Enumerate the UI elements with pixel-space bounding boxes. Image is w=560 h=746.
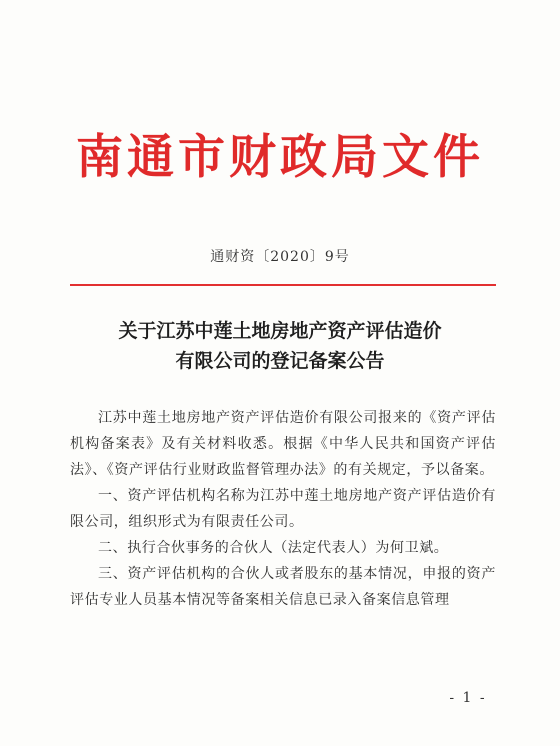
red-divider-line [70, 284, 496, 286]
paragraph-item-3: 三、资产评估机构的合伙人或者股东的基本情况，申报的资产评估专业人员基本情况等备案相关信息已录入备案信息管理 [70, 566, 496, 608]
document-title [0, 316, 560, 376]
paragraph-item-2: 二、执行合伙事务的合伙人（法定代表人）为何卫斌。 [98, 540, 449, 556]
document-title-line-1: 关于江苏中莲土地房地产资产评估造价 [118, 320, 442, 342]
document-number: 通财资〔2020〕9号 [210, 249, 350, 265]
document-title-line-2: 有限公司的登记备案公告 [175, 350, 385, 372]
document-body [70, 405, 496, 613]
paragraph-item-1: 一、资产评估机构名称为江苏中莲土地房地产资产评估造价有限公司，组织形式为有限责任公司。 [70, 488, 496, 530]
paragraph-intro: 江苏中莲土地房地产资产评估造价有限公司报来的《资产评估机构备案表》及有关材料收悉。根据《中华人民共和国资产评估法》、《资产评估行业财政监督管理办法》的有关规定，予以备案。 [70, 410, 496, 478]
issuer-header-title: 南通市财政局文件 [76, 130, 484, 185]
page-number: - 1 - [449, 690, 487, 706]
